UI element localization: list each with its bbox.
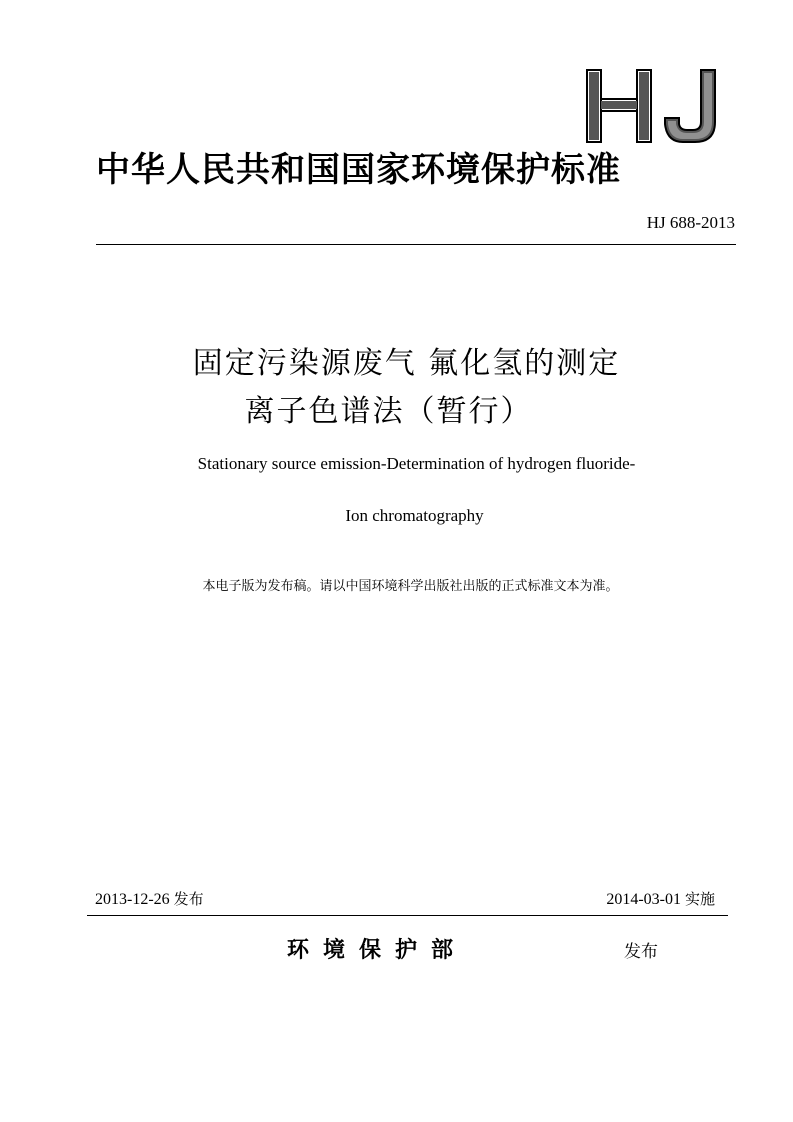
implementation-date-label: 实施 [684, 890, 715, 908]
logo-letter-j [665, 70, 715, 142]
header-divider [96, 244, 736, 245]
footer-divider [87, 915, 728, 916]
publish-label: 发布 [624, 942, 658, 962]
title-en-line2: Ion chromatography [345, 506, 484, 525]
publisher-name: 环境保护部 [287, 938, 468, 963]
title-en-line1: Stationary source emission-Determination of hydrogen fluoride- [197, 454, 636, 473]
issue-date [95, 888, 204, 911]
issue-date-value: 2013-12-26 [95, 891, 170, 908]
hj-logo [583, 68, 723, 144]
org-title: 中华人民共和国国家环境保护标准 [96, 150, 621, 190]
implementation-date [606, 888, 715, 911]
logo-letter-h [587, 70, 651, 142]
title-cn-line2: 离子色谱法（暂行） [244, 394, 533, 429]
title-cn-line1: 固定污染源废气 氟化氢的测定 [192, 346, 621, 381]
implementation-date-value: 2014-03-01 [606, 891, 681, 908]
electronic-version-notice: 本电子版为发布稿。请以中国环境科学出版社出版的正式标准文本为准。 [202, 579, 619, 594]
standard-number: HJ 688-2013 [646, 213, 735, 232]
issue-date-label: 发布 [173, 890, 204, 908]
